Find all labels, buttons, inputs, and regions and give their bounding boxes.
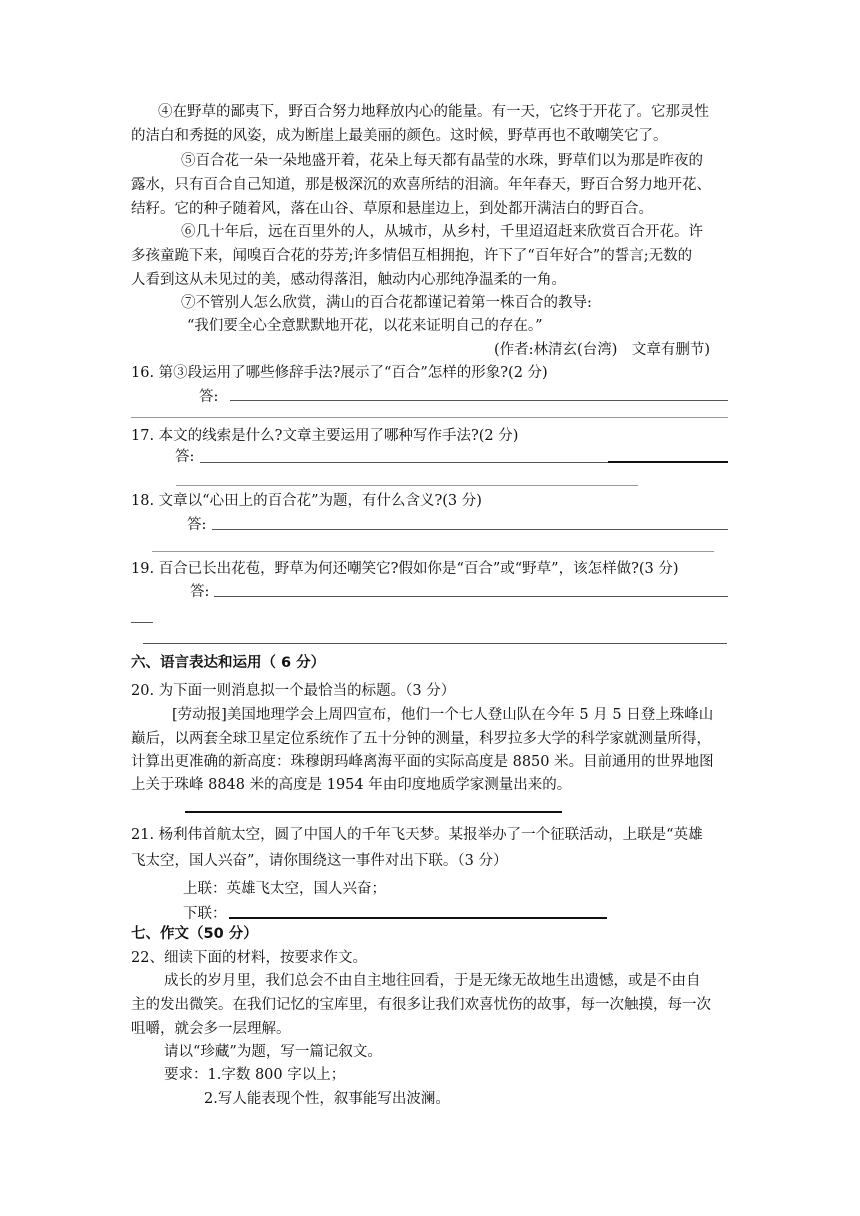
question-19: 19. 百合已长出花苞，野草为何还嘲笑它?假如你是“百合”或“野草”，该怎样做?(3 分) bbox=[131, 561, 679, 577]
question-16: 16. 第③段运用了哪些修辞手法?展示了“百合”怎样的形象?(2 分) bbox=[131, 365, 548, 381]
answer-line-17-tail[interactable] bbox=[608, 461, 728, 463]
answer-line-16b[interactable] bbox=[131, 417, 728, 418]
news-line1: [劳动报]美国地理学会上周四宣布，他们一个七人登山队在今年 5 月 5 日登上珠峰山 bbox=[172, 707, 714, 723]
couplet-lower-label: 下联： bbox=[183, 906, 227, 922]
answer-label-19: 答: bbox=[190, 584, 210, 600]
news-line3: 计算出更准确的新高度：珠穆朗玛峰离海平面的实际高度是 8850 米。目前通用的世界地图 bbox=[131, 754, 714, 770]
requirement-2: 2.写人能表现个性，叙事能写出波澜。 bbox=[204, 1091, 450, 1107]
material-line3: 咀嚼，就会多一层理解。 bbox=[131, 1021, 291, 1037]
title-answer-line[interactable] bbox=[185, 811, 562, 813]
answer-line-19[interactable] bbox=[214, 596, 728, 597]
question-22: 22、细读下面的材料，按要求作文。 bbox=[131, 950, 367, 966]
passage-p5-line2: 露水，只有百合自己知道，那是极深沉的欢喜所结的泪滴。年年春天，野百合努力地开花、 bbox=[131, 177, 711, 193]
answer-line-17b[interactable] bbox=[176, 485, 638, 486]
passage-p7-line1: ⑦不管别人怎么欣赏，满山的百合花都谨记着第一株百合的教导: bbox=[181, 295, 592, 311]
question-18: 18. 文章以“心田上的百合花”为题，有什么含义?(3 分) bbox=[131, 493, 482, 509]
news-line4: 上关于珠峰 8848 米的高度是 1954 年由印度地质学家测量出来的。 bbox=[131, 777, 572, 793]
answer-line-19-stub[interactable] bbox=[131, 622, 153, 623]
passage-p5-line1: ⑤百合花一朵一朵地盛开着，花朵上每天都有晶莹的水珠，野草们以为那是昨夜的 bbox=[181, 153, 703, 169]
answer-line-18b[interactable] bbox=[152, 551, 714, 552]
answer-line-16[interactable] bbox=[230, 400, 728, 401]
news-line2: 巅后，以两套全球卫星定位系统作了五十分钟的测量，科罗拉多大学的科学家就测量所得， bbox=[131, 731, 711, 747]
answer-line-18[interactable] bbox=[212, 529, 728, 530]
requirement-1: 要求：1.字数 800 字以上； bbox=[164, 1067, 346, 1083]
passage-p6-line3: 人看到这从未见过的美，感动得落泪，触动内心那纯净温柔的一角。 bbox=[131, 272, 566, 288]
passage-source: (作者:林清玄(台湾) 文章有删节) bbox=[494, 342, 711, 358]
material-line1: 成长的岁月里，我们总会不由自主地往回看，于是无缘无故地生出遗憾，或是不由自 bbox=[164, 973, 701, 989]
passage-p7-line2: “我们要全心全意默默地开花，以花来证明自己的存在。” bbox=[187, 318, 543, 334]
section-6-heading: 六、语言表达和运用（ 6 分） bbox=[131, 655, 326, 671]
section-7-heading: 七、作文（50 分） bbox=[131, 926, 258, 942]
answer-label-18: 答: bbox=[187, 517, 207, 533]
material-line2: 主的发出微笑。在我们记忆的宝库里，有很多让我们欢喜忧伤的故事，每一次触摸，每一次 bbox=[131, 997, 711, 1013]
question-20: 20. 为下面一则消息拟一个最恰当的标题。（3 分） bbox=[131, 683, 456, 699]
question-17: 17. 本文的线索是什么?文章主要运用了哪种写作手法?(2 分) bbox=[131, 428, 519, 444]
couplet-upper: 上联：英雄飞太空，国人兴奋； bbox=[183, 881, 386, 897]
answer-line-19b[interactable] bbox=[143, 643, 727, 644]
question-21-line2: 飞太空，国人兴奋”，请你围绕这一事件对出下联。（3 分） bbox=[131, 853, 508, 869]
passage-p4-line1: ④在野草的鄙夷下，野百合努力地释放内心的能量。有一天，它终于开花了。它那灵性 bbox=[158, 104, 709, 120]
answer-line-17[interactable] bbox=[200, 462, 608, 463]
answer-label-16: 答: bbox=[199, 389, 219, 405]
couplet-lower-line[interactable] bbox=[229, 917, 607, 919]
essay-prompt: 请以“珍藏”为题，写一篇记叙文。 bbox=[164, 1044, 382, 1060]
question-21-line1: 21. 杨利伟首航太空，圆了中国人的千年飞天梦。某报举办了一个征联活动，上联是“英雄 bbox=[131, 827, 703, 843]
answer-label-17: 答: bbox=[175, 449, 195, 465]
passage-p5-line3: 结籽。它的种子随着风，落在山谷、草原和悬崖边上，到处都开满洁白的野百合。 bbox=[131, 201, 653, 217]
passage-p6-line1: ⑥几十年后，远在百里外的人，从城市，从乡村，千里迢迢赶来欣赏百合开花。许 bbox=[181, 224, 703, 240]
passage-p6-line2: 多孩童跪下来，闻嗅百合花的芬芳;许多情侣互相拥抱，许下了“百年好合”的誓言;无数的 bbox=[131, 248, 693, 264]
passage-p4-line2: 的洁白和秀挺的风姿，成为断崖上最美丽的颜色。这时候，野草再也不敢嘲笑它了。 bbox=[131, 128, 668, 144]
